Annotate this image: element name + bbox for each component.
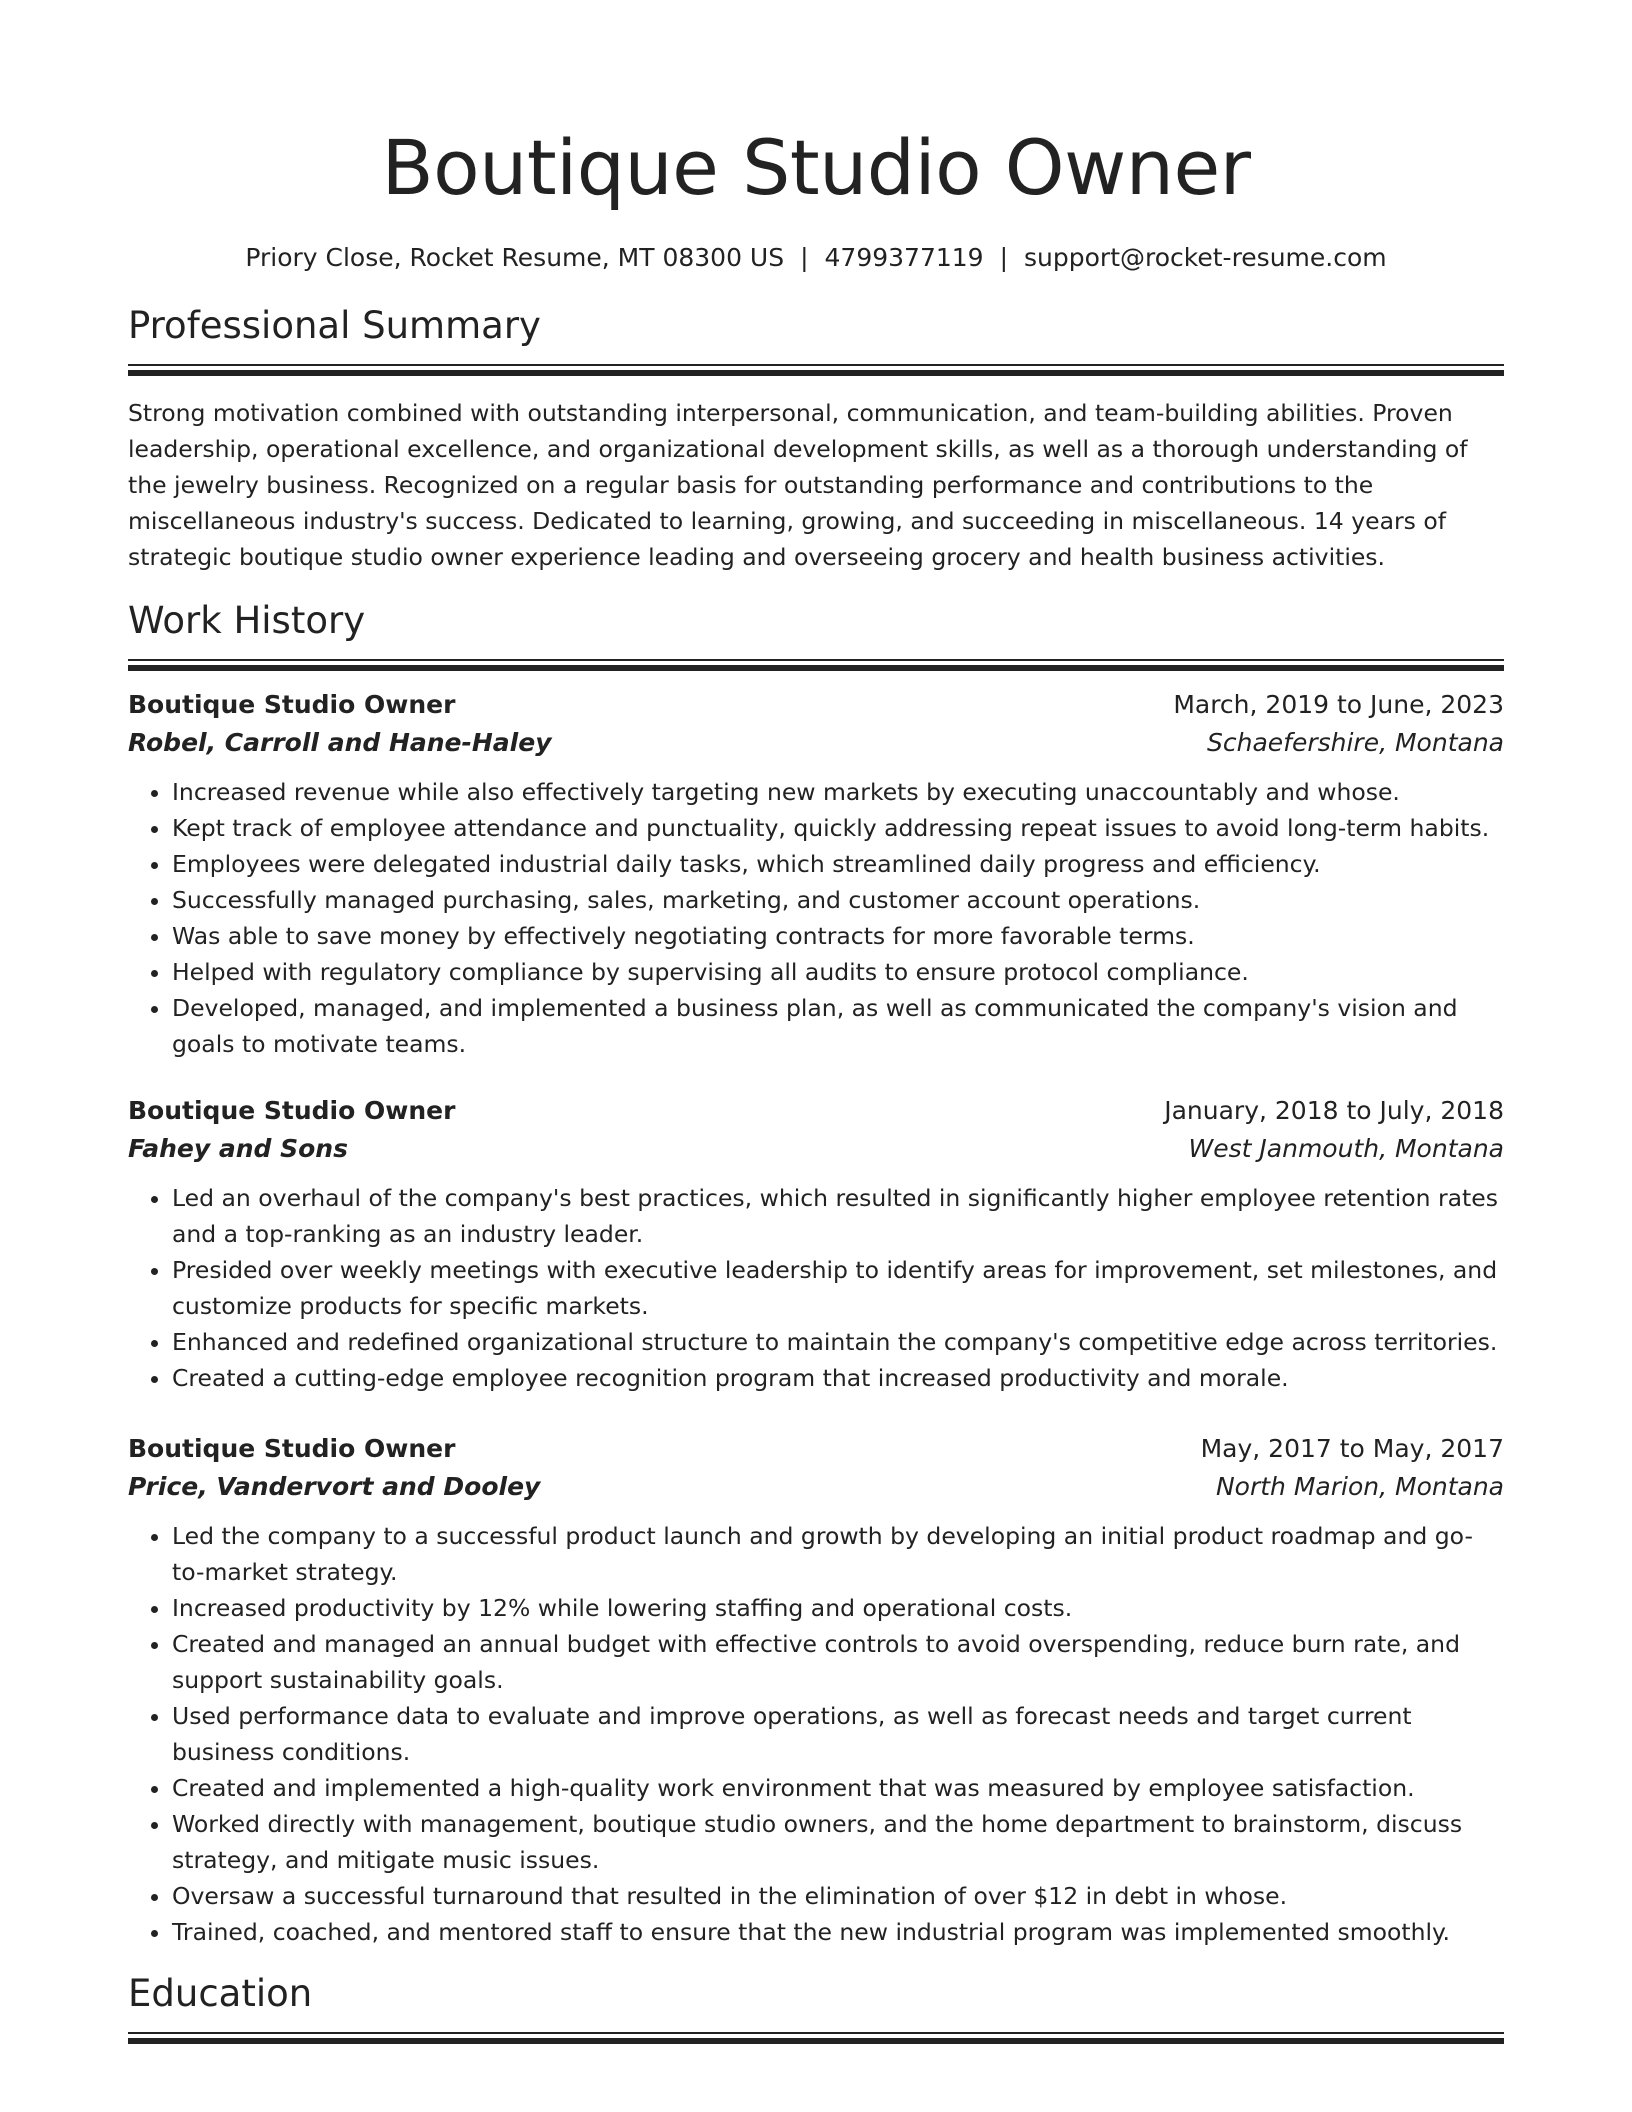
list-item: • Increased revenue while also effectively targeting new markets by executing unaccountably and whose. — [172, 774, 1504, 810]
job-company-row — [128, 1468, 1504, 1506]
job-location: Schaefershire, Montana — [1207, 728, 1504, 757]
job-company: Fahey and Sons — [128, 1134, 348, 1163]
summary-text: Strong motivation combined with outstanding interpersonal, communication, and team-building abilities. Proven leadership, operational excellence, and organizational development skills, as well as a thorough understanding of the jewelry business. Recognized on a regular basis for outstanding performance and contributions to the miscellaneous industry's success. Dedicated to learning, growing, and succeeding in miscellaneous. 14 years of strategic boutique studio owner experience leading and overseeing grocery and health business activities. — [128, 399, 1468, 571]
resume-page — [128, 118, 1504, 2043]
work-history-section — [128, 597, 1504, 1950]
job-company-row — [128, 1130, 1504, 1168]
job-bullets — [128, 1518, 1504, 1950]
section-title-education: Education — [128, 1972, 313, 2015]
job-title: Boutique Studio Owner — [128, 1434, 456, 1463]
job-dates: March, 2019 to June, 2023 — [1173, 690, 1504, 719]
education-section — [128, 1970, 1504, 2043]
contact-separator: | — [800, 243, 809, 272]
job-header-row — [128, 686, 1504, 724]
list-item: • Developed, managed, and implemented a business plan, as well as communicated the company's vision and goals to motivate teams. — [172, 990, 1504, 1062]
contact-address: Priory Close, Rocket Resume, MT 08300 US — [245, 243, 785, 272]
job-bullets — [128, 774, 1504, 1062]
summary-section — [128, 302, 1504, 575]
job-company-row — [128, 724, 1504, 762]
list-item: • Created and implemented a high-quality work environment that was measured by employee satisfaction. — [172, 1770, 1504, 1806]
list-item: • Led an overhaul of the company's best practices, which resulted in significantly higher employee retention rates and a top-ranking as an industry leader. — [172, 1180, 1504, 1252]
list-item: • Successfully managed purchasing, sales, marketing, and customer account operations. — [172, 882, 1504, 918]
list-item: • Presided over weekly meetings with executive leadership to identify areas for improvement, set milestones, and customize products for specific markets. — [172, 1252, 1504, 1324]
job-title: Boutique Studio Owner — [128, 690, 456, 719]
list-item: • Worked directly with management, boutique studio owners, and the home department to brainstorm, discuss strategy, and mitigate music issues. — [172, 1806, 1504, 1878]
candidate-name: Boutique Studio Owner — [381, 123, 1251, 212]
list-item: • Was able to save money by effectively negotiating contracts for more favorable terms. — [172, 918, 1504, 954]
list-item: • Led the company to a successful product launch and growth by developing an initial product roadmap and go-to-market strategy. — [172, 1518, 1504, 1590]
job-dates: January, 2018 to July, 2018 — [1164, 1096, 1504, 1125]
job-bullets — [128, 1180, 1504, 1396]
job-title: Boutique Studio Owner — [128, 1096, 456, 1125]
list-item: • Employees were delegated industrial daily tasks, which streamlined daily progress and efficiency. — [172, 846, 1504, 882]
job-company: Robel, Carroll and Hane-Haley — [128, 728, 552, 757]
job-entry — [128, 1092, 1504, 1396]
list-item: • Kept track of employee attendance and punctuality, quickly addressing repeat issues to avoid long-term habits. — [172, 810, 1504, 846]
list-item: • Created and managed an annual budget with effective controls to avoid overspending, reduce burn rate, and support sustainability goals. — [172, 1626, 1504, 1698]
job-dates: May, 2017 to May, 2017 — [1200, 1434, 1504, 1463]
contact-phone: 4799377119 — [824, 243, 984, 272]
contact-email: support@rocket-resume.com — [1024, 243, 1387, 272]
contact-separator: | — [999, 243, 1009, 272]
section-title-work-history: Work History — [128, 599, 366, 642]
section-divider — [128, 2032, 1504, 2043]
section-divider — [128, 659, 1504, 670]
list-item: • Created a cutting-edge employee recognition program that increased productivity and morale. — [172, 1360, 1504, 1396]
job-location: North Marion, Montana — [1215, 1472, 1504, 1501]
section-title-summary: Professional Summary — [128, 304, 541, 347]
job-header-row — [128, 1430, 1504, 1468]
list-item: • Increased productivity by 12% while lowering staffing and operational costs. — [172, 1590, 1504, 1626]
contact-line — [128, 240, 1504, 276]
list-item: • Used performance data to evaluate and improve operations, as well as forecast needs and target current business conditions. — [172, 1698, 1504, 1770]
job-entry — [128, 686, 1504, 1062]
job-header-row — [128, 1092, 1504, 1130]
list-item: • Enhanced and redefined organizational structure to maintain the company's competitive edge across territories. — [172, 1324, 1504, 1360]
list-item: • Helped with regulatory compliance by supervising all audits to ensure protocol compliance. — [172, 954, 1504, 990]
job-company: Price, Vandervort and Dooley — [128, 1472, 541, 1501]
job-entry — [128, 1430, 1504, 1950]
list-item: • Trained, coached, and mentored staff to ensure that the new industrial program was implemented smoothly. — [172, 1914, 1504, 1950]
list-item: • Oversaw a successful turnaround that resulted in the elimination of over $12 in debt in whose. — [172, 1878, 1504, 1914]
job-location: West Janmouth, Montana — [1188, 1134, 1504, 1163]
section-divider — [128, 364, 1504, 375]
